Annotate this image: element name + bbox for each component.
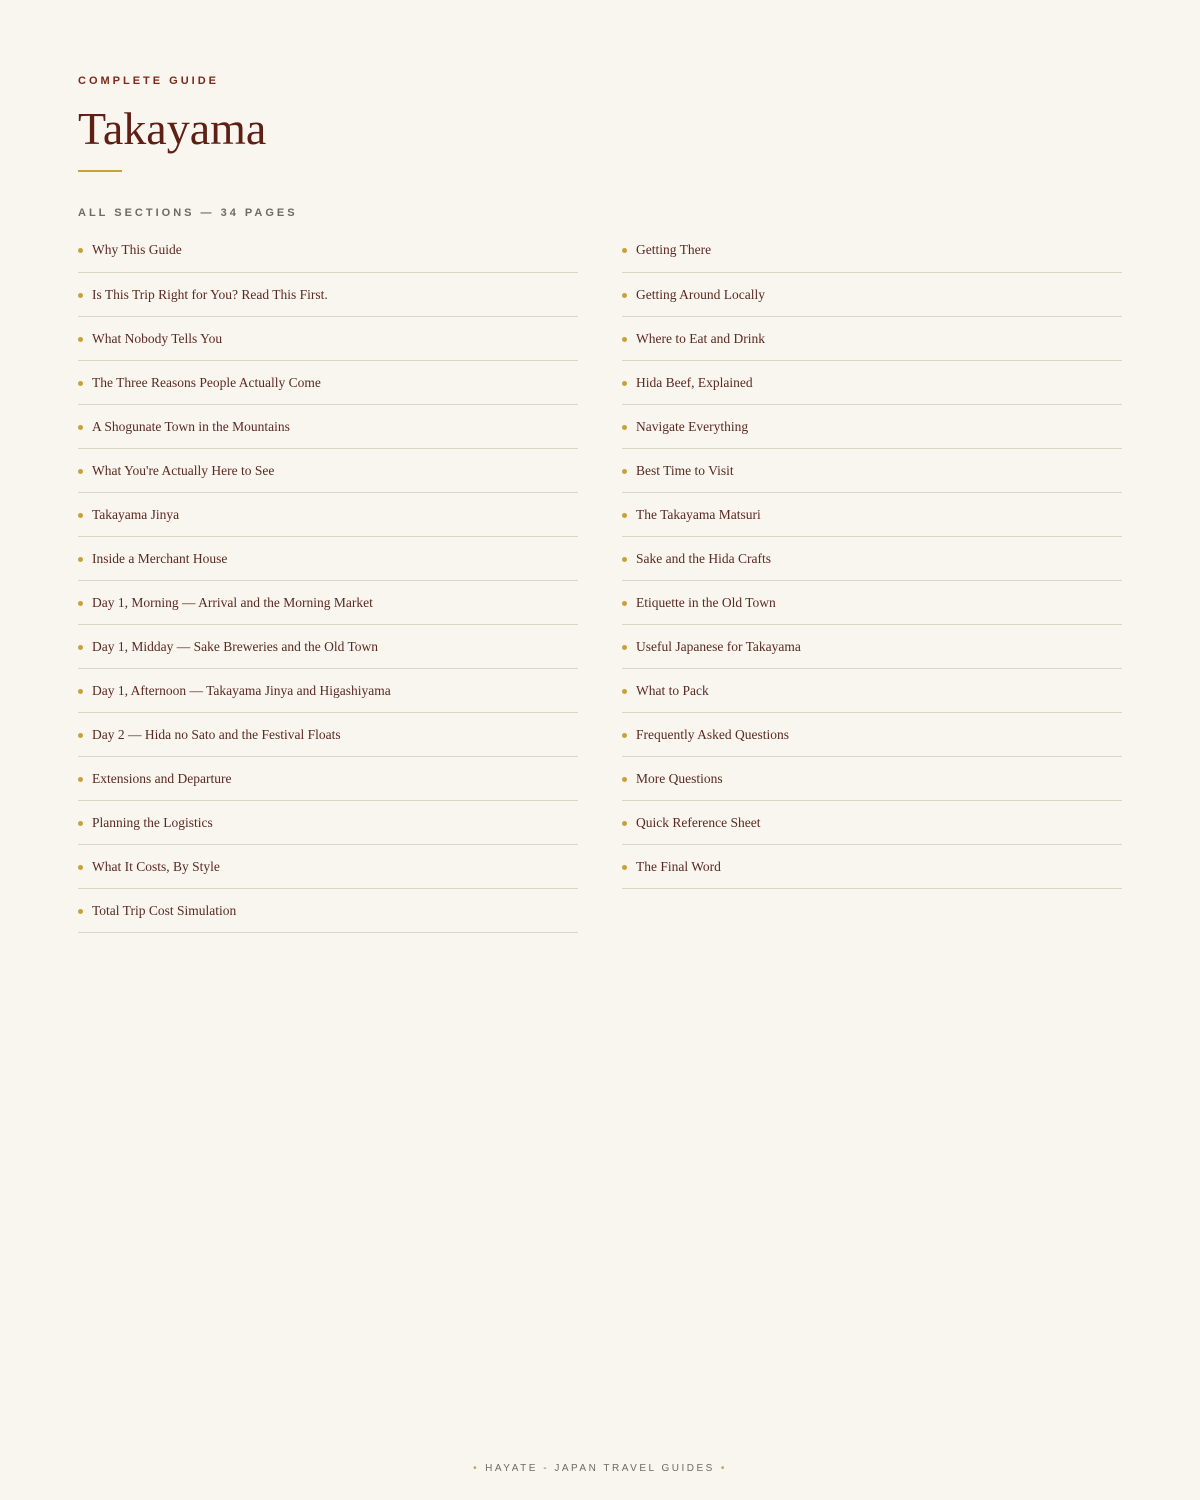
section-link[interactable] [78, 845, 578, 889]
section-link-label: The Three Reasons People Actually Come [92, 374, 321, 390]
section-link-label: Extensions and Departure [92, 770, 232, 786]
sections-list-left [78, 228, 578, 933]
section-link-label: Day 2 — Hida no Sato and the Festival Floats [92, 726, 341, 742]
section-link-label: Hida Beef, Explained [636, 374, 753, 390]
bullet-dot-icon [622, 601, 627, 606]
section-link-label: Day 1, Afternoon — Takayama Jinya and Higashiyama [92, 682, 391, 698]
section-link[interactable] [622, 713, 1122, 757]
section-link-label: Best Time to Visit [636, 462, 734, 478]
section-link-label: Where to Eat and Drink [636, 330, 765, 346]
section-link[interactable] [78, 405, 578, 449]
section-link[interactable] [78, 889, 578, 933]
bullet-dot-icon [622, 248, 627, 253]
section-link[interactable] [622, 228, 1122, 273]
section-link[interactable] [622, 625, 1122, 669]
section-link-label: Frequently Asked Questions [636, 726, 789, 742]
section-link[interactable] [78, 317, 578, 361]
section-link[interactable] [622, 801, 1122, 845]
bullet-dot-icon [622, 821, 627, 826]
section-link[interactable] [78, 757, 578, 801]
section-link[interactable] [78, 669, 578, 713]
page-title: Takayama [78, 103, 267, 154]
bullet-dot-icon [78, 293, 83, 298]
section-link[interactable] [78, 361, 578, 405]
section-link-label: Day 1, Midday — Sake Breweries and the Old Town [92, 638, 378, 654]
footer [0, 1463, 1200, 1474]
section-link-label: Getting There [636, 242, 712, 257]
section-link-label: The Takayama Matsuri [636, 506, 761, 522]
section-link[interactable] [78, 801, 578, 845]
bullet-dot-icon [622, 381, 627, 386]
section-link[interactable] [78, 493, 578, 537]
bullet-dot-icon [78, 513, 83, 518]
section-link[interactable] [78, 713, 578, 757]
section-link-label: Takayama Jinya [92, 506, 180, 522]
bullet-dot-icon [78, 777, 83, 782]
section-link-label: Inside a Merchant House [92, 550, 228, 566]
section-link[interactable] [622, 405, 1122, 449]
bullet-dot-icon [622, 513, 627, 518]
section-link-label: What Nobody Tells You [92, 330, 223, 346]
section-link[interactable] [78, 581, 578, 625]
section-link-label: Quick Reference Sheet [636, 814, 761, 830]
section-link[interactable] [78, 537, 578, 581]
section-link-label: Is This Trip Right for You? Read This First. [92, 286, 328, 302]
bullet-dot-icon [78, 469, 83, 474]
section-link-label: The Final Word [636, 858, 721, 874]
sections-list-right [622, 228, 1122, 889]
section-link-label: Day 1, Morning — Arrival and the Morning Market [92, 594, 373, 610]
bullet-dot-icon [78, 689, 83, 694]
section-link-label: Total Trip Cost Simulation [92, 902, 237, 918]
section-link[interactable] [622, 361, 1122, 405]
footer-bullet-left: • [473, 1463, 480, 1474]
bullet-dot-icon [622, 733, 627, 738]
section-link-label: Getting Around Locally [636, 286, 765, 302]
bullet-dot-icon [78, 557, 83, 562]
section-link[interactable] [622, 581, 1122, 625]
section-link-label: Planning the Logistics [92, 814, 213, 830]
section-link-label: What It Costs, By Style [92, 858, 220, 874]
bullet-dot-icon [78, 381, 83, 386]
bullet-dot-icon [622, 777, 627, 782]
section-link[interactable] [622, 669, 1122, 713]
bullet-dot-icon [78, 733, 83, 738]
section-link[interactable] [622, 537, 1122, 581]
bullet-dot-icon [622, 425, 627, 430]
bullet-dot-icon [622, 689, 627, 694]
section-link[interactable] [622, 273, 1122, 317]
bullet-dot-icon [78, 248, 83, 253]
footer-bullet-right: • [720, 1463, 727, 1474]
section-link[interactable] [78, 228, 578, 273]
section-link-label: Useful Japanese for Takayama [636, 638, 801, 654]
bullet-dot-icon [78, 865, 83, 870]
bullet-dot-icon [78, 821, 83, 826]
bullet-dot-icon [622, 557, 627, 562]
section-link[interactable] [622, 757, 1122, 801]
title-underline [78, 170, 122, 172]
section-link-label: Why This Guide [92, 242, 182, 257]
section-link[interactable] [622, 317, 1122, 361]
bullet-dot-icon [78, 645, 83, 650]
bullet-dot-icon [622, 645, 627, 650]
section-link[interactable] [78, 449, 578, 493]
sections-heading: ALL SECTIONS — 34 PAGES [78, 207, 298, 219]
bullet-dot-icon [622, 865, 627, 870]
section-link[interactable] [622, 493, 1122, 537]
section-link[interactable] [622, 845, 1122, 889]
section-link-label: More Questions [636, 770, 723, 786]
section-link-label: A Shogunate Town in the Mountains [92, 418, 290, 434]
bullet-dot-icon [78, 337, 83, 342]
bullet-dot-icon [78, 909, 83, 914]
eyebrow-label: COMPLETE GUIDE [78, 75, 220, 87]
bullet-dot-icon [622, 293, 627, 298]
footer-text: HAYATE - JAPAN TRAVEL GUIDES [485, 1463, 715, 1474]
section-link[interactable] [78, 273, 578, 317]
section-link[interactable] [622, 449, 1122, 493]
section-link-label: Navigate Everything [636, 418, 749, 434]
bullet-dot-icon [78, 601, 83, 606]
bullet-dot-icon [78, 425, 83, 430]
bullet-dot-icon [622, 337, 627, 342]
bullet-dot-icon [622, 469, 627, 474]
section-link-label: Etiquette in the Old Town [636, 594, 776, 610]
section-link-label: What You're Actually Here to See [92, 462, 275, 478]
section-link-label: What to Pack [636, 682, 709, 698]
section-link[interactable] [78, 625, 578, 669]
section-link-label: Sake and the Hida Crafts [636, 550, 771, 566]
